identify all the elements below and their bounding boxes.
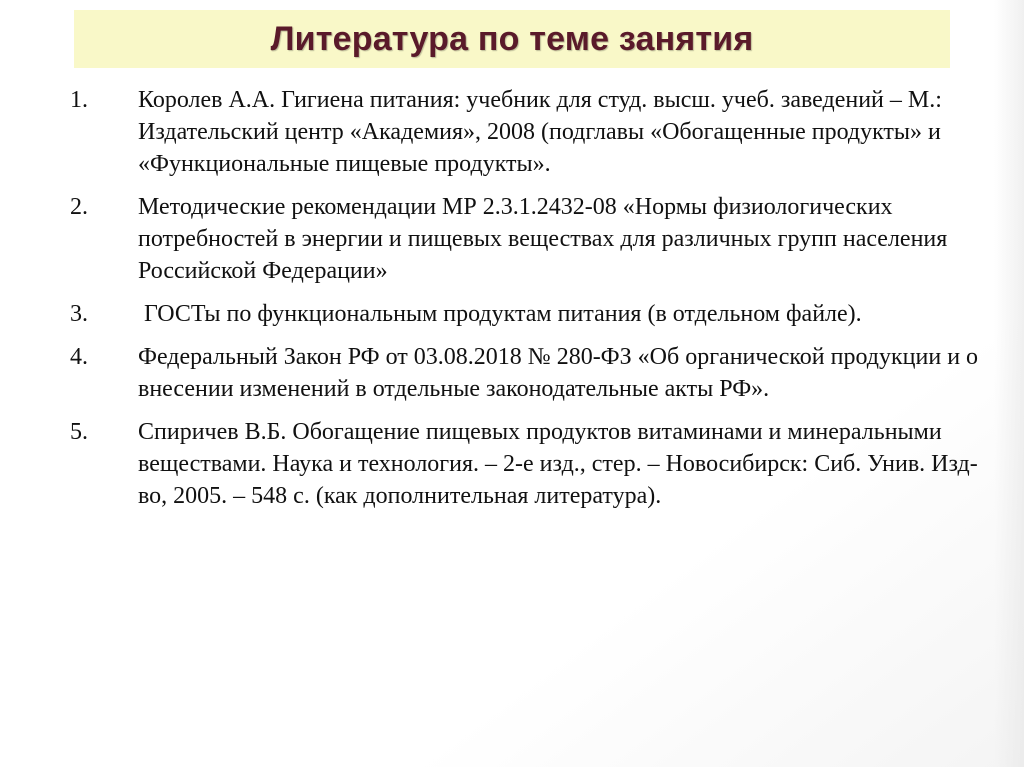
reference-number: 4. xyxy=(70,344,88,370)
title-banner xyxy=(74,10,950,68)
reference-text: Методические рекомендации МР 2.3.1.2432-08 «Нормы физиологических потребностей в энергии и пищевых веществах для различных групп населения Российской Федерации» xyxy=(138,194,966,284)
reference-item-2 xyxy=(0,191,1024,287)
slide-title: Литература по теме занятия xyxy=(270,19,754,58)
reference-text: Королев А.А. Гигиена питания: учебник для студ. высш. учеб. заведений – М.: Издательский центр «Академия», 2008 (подглавы «Обогащенные продукты» и «Функциональные пищевые продукты». xyxy=(138,87,948,177)
reference-number: 2. xyxy=(70,194,88,220)
reference-item-5 xyxy=(0,416,1024,512)
reference-item-1 xyxy=(0,84,1024,180)
reference-number: 1. xyxy=(70,87,88,113)
reference-text: ГОСТы по функциональным продуктам питания (в отдельном файле). xyxy=(138,301,862,327)
reference-number: 3. xyxy=(70,301,88,327)
reference-text: Спиричев В.Б. Обогащение пищевых продуктов витаминами и минеральными веществами. Наука и технология. – 2-е изд., стер. – Новосибирск: Сиб. Унив. Изд-во, 2005. – 548 с. (как дополнительная литература). xyxy=(138,419,978,509)
reference-text: Федеральный Закон РФ от 03.08.2018 № 280-ФЗ «Об органической продукции и о внесении изменений в отдельные законодательные акты РФ». xyxy=(138,344,985,402)
reference-number: 5. xyxy=(70,419,88,445)
reference-item-4 xyxy=(0,341,1024,405)
reference-list xyxy=(0,84,1024,523)
reference-item-3 xyxy=(0,298,1024,330)
